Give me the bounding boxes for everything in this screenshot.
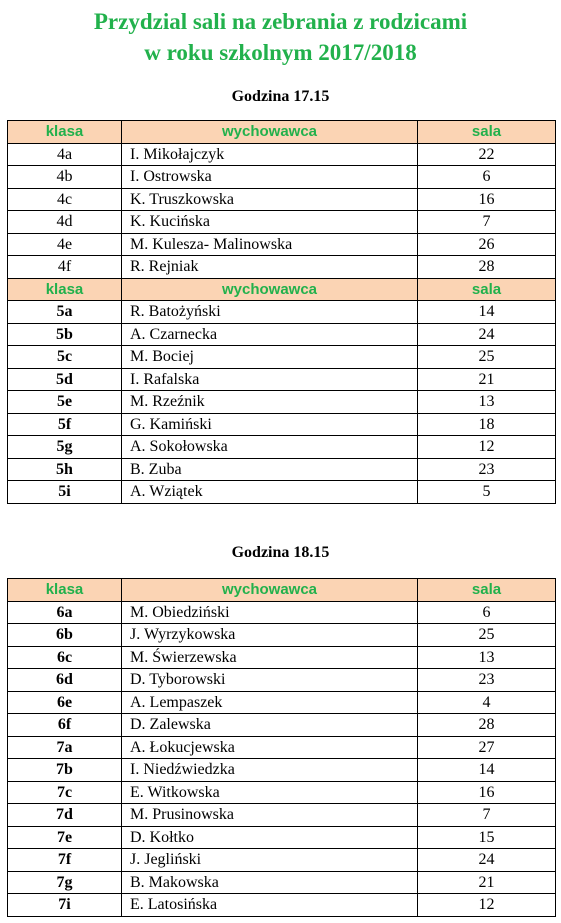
cell-sala: 18: [418, 413, 556, 436]
cell-sala: 4: [418, 691, 556, 714]
cell-sala: 24: [418, 323, 556, 346]
table-row: [8, 143, 556, 166]
table-row: [8, 436, 556, 459]
cell-sala: 25: [418, 346, 556, 369]
table-row: [8, 894, 556, 917]
cell-klasa: 5f: [8, 413, 122, 436]
cell-wychowawca: G. Kamiński: [122, 413, 418, 436]
cell-klasa: 4f: [8, 256, 122, 279]
cell-wychowawca: M. Kulesza- Malinowska: [122, 233, 418, 256]
cell-klasa: 5g: [8, 436, 122, 459]
cell-wychowawca: I. Mikołajczyk: [122, 143, 418, 166]
cell-klasa: 7g: [8, 871, 122, 894]
header-sala: sala: [418, 579, 556, 602]
table-row: [8, 759, 556, 782]
cell-klasa: 6c: [8, 646, 122, 669]
table-row: [8, 368, 556, 391]
cell-wychowawca: M. Bociej: [122, 346, 418, 369]
cell-sala: 7: [418, 211, 556, 234]
table-row: [8, 188, 556, 211]
cell-klasa: 6d: [8, 669, 122, 692]
table-row: [8, 346, 556, 369]
cell-sala: 26: [418, 233, 556, 256]
cell-wychowawca: A. Czarnecka: [122, 323, 418, 346]
table-row: [8, 256, 556, 279]
header-sala: sala: [418, 278, 556, 301]
cell-klasa: 6e: [8, 691, 122, 714]
cell-sala: 27: [418, 736, 556, 759]
cell-klasa: 6f: [8, 714, 122, 737]
table-row: [8, 669, 556, 692]
cell-sala: 14: [418, 301, 556, 324]
cell-sala: 23: [418, 669, 556, 692]
cell-wychowawca: M. Świerzewska: [122, 646, 418, 669]
cell-sala: 6: [418, 601, 556, 624]
cell-sala: 16: [418, 188, 556, 211]
cell-sala: 7: [418, 804, 556, 827]
table-row: [8, 849, 556, 872]
cell-sala: 25: [418, 624, 556, 647]
header-klasa: klasa: [8, 121, 122, 144]
cell-sala: 23: [418, 458, 556, 481]
cell-wychowawca: I. Ostrowska: [122, 166, 418, 189]
cell-sala: 21: [418, 871, 556, 894]
cell-wychowawca: B. Makowska: [122, 871, 418, 894]
cell-wychowawca: M. Rzeźnik: [122, 391, 418, 414]
cell-klasa: 6a: [8, 601, 122, 624]
cell-wychowawca: A. Wziątek: [122, 481, 418, 504]
cell-wychowawca: D. Tyborowski: [122, 669, 418, 692]
header-sala: sala: [418, 121, 556, 144]
table-row: [8, 481, 556, 504]
cell-wychowawca: M. Obiedziński: [122, 601, 418, 624]
cell-wychowawca: K. Kucińska: [122, 211, 418, 234]
cell-wychowawca: R. Rejniak: [122, 256, 418, 279]
cell-wychowawca: D. Zalewska: [122, 714, 418, 737]
cell-sala: 21: [418, 368, 556, 391]
table-row: [8, 781, 556, 804]
cell-klasa: 4d: [8, 211, 122, 234]
cell-klasa: 7e: [8, 826, 122, 849]
table-row: [8, 691, 556, 714]
header-wychowawca: wychowawca: [122, 121, 418, 144]
cell-wychowawca: D. Kołtko: [122, 826, 418, 849]
table-row: [8, 391, 556, 414]
header-klasa: klasa: [8, 579, 122, 602]
cell-wychowawca: K. Truszkowska: [122, 188, 418, 211]
table-row: [8, 233, 556, 256]
table-header-row: [8, 121, 556, 144]
cell-sala: 28: [418, 256, 556, 279]
table-row: [8, 458, 556, 481]
cell-klasa: 5i: [8, 481, 122, 504]
cell-klasa: 7f: [8, 849, 122, 872]
header-wychowawca: wychowawca: [122, 579, 418, 602]
table-1815: [7, 578, 556, 917]
cell-sala: 15: [418, 826, 556, 849]
cell-wychowawca: I. Rafalska: [122, 368, 418, 391]
cell-klasa: 7i: [8, 894, 122, 917]
cell-wychowawca: B. Zuba: [122, 458, 418, 481]
table-row: [8, 736, 556, 759]
table-row: [8, 211, 556, 234]
cell-sala: 28: [418, 714, 556, 737]
cell-sala: 6: [418, 166, 556, 189]
cell-sala: 22: [418, 143, 556, 166]
section-heading-1815: Godzina 18.15: [231, 544, 330, 561]
cell-sala: 12: [418, 894, 556, 917]
cell-klasa: 5b: [8, 323, 122, 346]
cell-klasa: 4b: [8, 166, 122, 189]
table-row: [8, 646, 556, 669]
table-row: [8, 714, 556, 737]
table-row: [8, 413, 556, 436]
cell-klasa: 4c: [8, 188, 122, 211]
section-heading-1715: Godzina 17.15: [231, 88, 330, 105]
cell-sala: 13: [418, 391, 556, 414]
cell-klasa: 6b: [8, 624, 122, 647]
header-klasa: klasa: [8, 278, 122, 301]
table-header-row: [8, 278, 556, 301]
cell-sala: 14: [418, 759, 556, 782]
cell-klasa: 7c: [8, 781, 122, 804]
cell-klasa: 7b: [8, 759, 122, 782]
cell-wychowawca: A. Lempaszek: [122, 691, 418, 714]
cell-sala: 12: [418, 436, 556, 459]
cell-klasa: 7d: [8, 804, 122, 827]
cell-wychowawca: J. Wyrzykowska: [122, 624, 418, 647]
table-1715: [7, 120, 556, 504]
cell-klasa: 7a: [8, 736, 122, 759]
cell-klasa: 4e: [8, 233, 122, 256]
table-row: [8, 826, 556, 849]
cell-wychowawca: J. Jegliński: [122, 849, 418, 872]
cell-wychowawca: E. Latosińska: [122, 894, 418, 917]
table-row: [8, 624, 556, 647]
cell-sala: 5: [418, 481, 556, 504]
cell-wychowawca: E. Witkowska: [122, 781, 418, 804]
cell-sala: 24: [418, 849, 556, 872]
cell-klasa: 5h: [8, 458, 122, 481]
cell-sala: 16: [418, 781, 556, 804]
table-row: [8, 166, 556, 189]
cell-wychowawca: I. Niedźwiedzka: [122, 759, 418, 782]
cell-wychowawca: M. Prusinowska: [122, 804, 418, 827]
cell-wychowawca: A. Sokołowska: [122, 436, 418, 459]
cell-wychowawca: A. Łokucjewska: [122, 736, 418, 759]
table-row: [8, 301, 556, 324]
cell-klasa: 5c: [8, 346, 122, 369]
table-row: [8, 804, 556, 827]
page-title: Przydzial sali na zebrania z rodzicami: [93, 9, 468, 34]
cell-sala: 13: [418, 646, 556, 669]
table-row: [8, 601, 556, 624]
table-row: [8, 871, 556, 894]
table-row: [8, 323, 556, 346]
cell-wychowawca: R. Batożyński: [122, 301, 418, 324]
cell-klasa: 5d: [8, 368, 122, 391]
cell-klasa: 4a: [8, 143, 122, 166]
table-header-row: [8, 579, 556, 602]
cell-klasa: 5a: [8, 301, 122, 324]
cell-klasa: 5e: [8, 391, 122, 414]
header-wychowawca: wychowawca: [122, 278, 418, 301]
page-subtitle: w roku szkolnym 2017/2018: [144, 40, 417, 65]
